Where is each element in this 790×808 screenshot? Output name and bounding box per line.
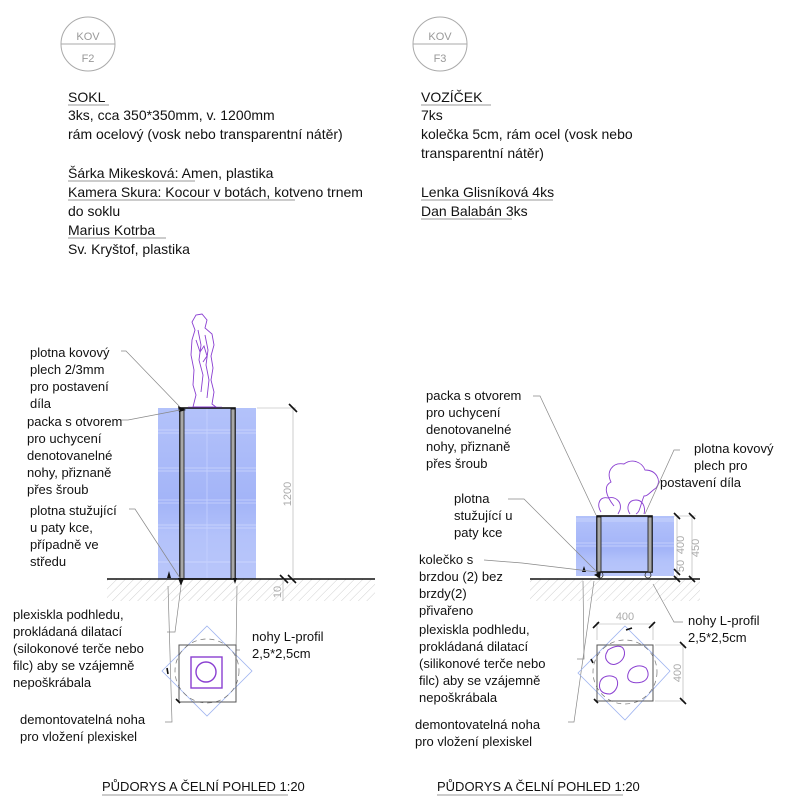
right-line: 7ks bbox=[421, 107, 443, 123]
note-plexi: plexiskla podhledu, prokládaná dilatací (silokonové terče nebo filc) aby se vzájemně nepoškrábala bbox=[13, 607, 144, 690]
note-removable: demontovatelná noha pro vložení plexiskel bbox=[20, 712, 146, 744]
note-stiffener: plotna stužující u paty kce, případně ve středu bbox=[30, 503, 117, 569]
leg bbox=[648, 517, 652, 572]
note-bracket: packa s otvorem pro uchycení denotovanelné nohy, přiznaně přes šroub bbox=[27, 414, 123, 497]
ground-hatch bbox=[107, 579, 375, 601]
note-stiffener: plotna stužující u paty kce bbox=[454, 491, 513, 540]
left-work: Sv. Kryštof, plastika bbox=[68, 241, 190, 257]
right-work: Dan Balabán 3ks bbox=[421, 203, 528, 219]
dim-plan-width: 400 bbox=[615, 611, 635, 623]
note-plate: plotna kovový plech pro postavení díla bbox=[660, 441, 774, 490]
note-plexi: plexiskla podhledu, prokládaná dilatací (silikonové terče nebo filc) aby se vzájemně nepoškrábala bbox=[419, 622, 546, 705]
dim-wheel: 50 bbox=[675, 559, 687, 573]
left-work: Kamera Skura: Kocour v botách, kotveno trnem bbox=[68, 184, 363, 200]
caption-left: PŮDORYS A ČELNÍ POHLED 1:20 bbox=[102, 779, 305, 794]
caption-right: PŮDORYS A ČELNÍ POHLED 1:20 bbox=[437, 779, 640, 794]
left-work: Marius Kotrba bbox=[68, 222, 156, 238]
sculpture-figure bbox=[188, 314, 222, 407]
left-work: Šárka Mikesková: Amen, plastika bbox=[68, 165, 274, 181]
tag-left-top: KOV bbox=[76, 31, 100, 43]
sculpture-blob bbox=[599, 461, 659, 514]
plexi-diamond bbox=[578, 626, 670, 720]
vozicek-plan bbox=[578, 611, 686, 720]
right-line: transparentní nátěr) bbox=[421, 145, 544, 161]
sokl-plan bbox=[162, 626, 252, 716]
note-legs: nohy L-profil 2,5*2,5cm bbox=[688, 613, 760, 645]
dim-plan-height: 400 bbox=[672, 663, 684, 683]
left-title: SOKL bbox=[68, 89, 106, 105]
right-work: Lenka Glisníková 4ks bbox=[421, 184, 555, 200]
ground-hatch bbox=[530, 579, 700, 601]
left-description bbox=[68, 89, 363, 257]
note-removable: demontovatelná noha pro vložení plexiskel bbox=[415, 717, 541, 749]
dim-inner: 400 bbox=[675, 535, 687, 555]
leg bbox=[597, 517, 601, 572]
right-description bbox=[421, 89, 633, 219]
note-plate: plotna kovový plech 2/3mm pro postavení díla bbox=[30, 345, 110, 411]
tag-left bbox=[61, 17, 115, 71]
tag-left-bottom: F2 bbox=[81, 53, 95, 65]
sculpture-plan bbox=[599, 646, 648, 694]
right-title: VOZÍČEK bbox=[421, 89, 483, 105]
note-bracket: packa s otvorem pro uchycení denotovanelné nohy, přiznaně přes šroub bbox=[426, 388, 522, 471]
leg bbox=[231, 409, 235, 579]
tag-right-top: KOV bbox=[428, 31, 452, 43]
leg bbox=[180, 409, 184, 579]
left-line: rám ocelový (vosk nebo transparentní nátěr) bbox=[68, 126, 343, 142]
left-work: do soklu bbox=[68, 203, 121, 219]
dim-height: 1200 bbox=[282, 481, 294, 507]
note-legs: nohy L-profil 2,5*2,5cm bbox=[252, 629, 324, 661]
left-line: 3ks, cca 350*350mm, v. 1200mm bbox=[68, 107, 275, 123]
right-line: kolečka 5cm, rám ocel (vosk nebo bbox=[421, 126, 633, 142]
tag-right-bottom: F3 bbox=[433, 53, 447, 65]
dim-base: 10 bbox=[272, 585, 284, 599]
sokl-elevation bbox=[107, 314, 375, 601]
note-wheel: kolečko s brzdou (2) bez brzdy(2) přivařeno bbox=[419, 552, 503, 618]
dim-height: 450 bbox=[690, 538, 702, 558]
tag-right bbox=[413, 17, 467, 71]
frame-plan bbox=[179, 645, 236, 702]
